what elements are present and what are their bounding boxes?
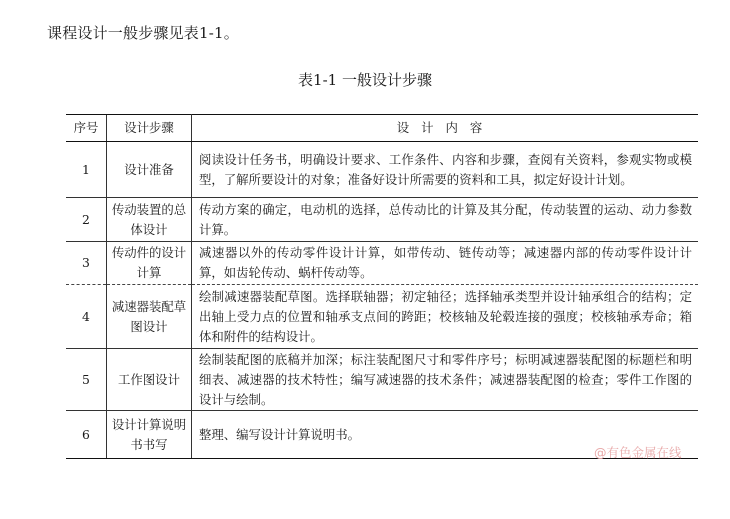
- table-row: [66, 242, 698, 285]
- row-content: 绘制减速器装配草图。选择联轴器；初定轴径；选择轴承类型并设计轴承组合的结构；定出轴上受力点的位置和轴承支点间的跨距；校核轴及轮毂连接的强度；校核轴承寿命；箱体和附件的结构设计。: [192, 285, 699, 349]
- row-step: 传动装置的总体设计: [107, 198, 192, 242]
- row-num: 2: [66, 198, 107, 242]
- row-content: 阅读设计任务书，明确设计要求、工作条件、内容和步骤，查阅有关资料，参观实物或模型，了解所要设计的对象；准备好设计所需要的资料和工具，拟定好设计计划。: [192, 142, 699, 198]
- row-step: 传动件的设计计算: [107, 242, 192, 285]
- table-row: [66, 142, 698, 198]
- row-content: 减速器以外的传动零件设计计算，如带传动、链传动等；减速器内部的传动零件设计计算，如齿轮传动、蜗杆传动等。: [192, 242, 699, 285]
- row-content: 传动方案的确定，电动机的选择，总传动比的计算及其分配，传动装置的运动、动力参数计算。: [192, 198, 699, 242]
- table-caption: 表1-1 一般设计步骤: [298, 71, 432, 89]
- header-step: 设计步骤: [107, 115, 192, 142]
- row-num: 4: [66, 285, 107, 349]
- design-steps-table: [66, 114, 698, 459]
- row-step: 工作图设计: [107, 349, 192, 411]
- table-header-row: [66, 115, 698, 142]
- row-step: 设计准备: [107, 142, 192, 198]
- header-content: 设计内容: [192, 115, 699, 142]
- row-num: 3: [66, 242, 107, 285]
- row-step: 设计计算说明书书写: [107, 411, 192, 459]
- watermark: @有色金属在线: [594, 445, 682, 460]
- row-content: 绘制装配图的底稿并加深；标注装配图尺寸和零件序号；标明减速器装配图的标题栏和明细表、减速器的技术特性；编写减速器的技术条件；减速器装配图的检查；零件工作图的设计与绘制。: [192, 349, 699, 411]
- table-row: [66, 198, 698, 242]
- intro-paragraph: 课程设计一般步骤见表1-1。: [47, 24, 239, 42]
- header-num: 序号: [66, 115, 107, 142]
- row-content: 整理、编写设计计算说明书。: [192, 411, 699, 459]
- row-num: 5: [66, 349, 107, 411]
- row-step: 减速器装配草图设计: [107, 285, 192, 349]
- row-num: 1: [66, 142, 107, 198]
- table-row: [66, 349, 698, 411]
- row-num: 6: [66, 411, 107, 459]
- table-row: [66, 285, 698, 349]
